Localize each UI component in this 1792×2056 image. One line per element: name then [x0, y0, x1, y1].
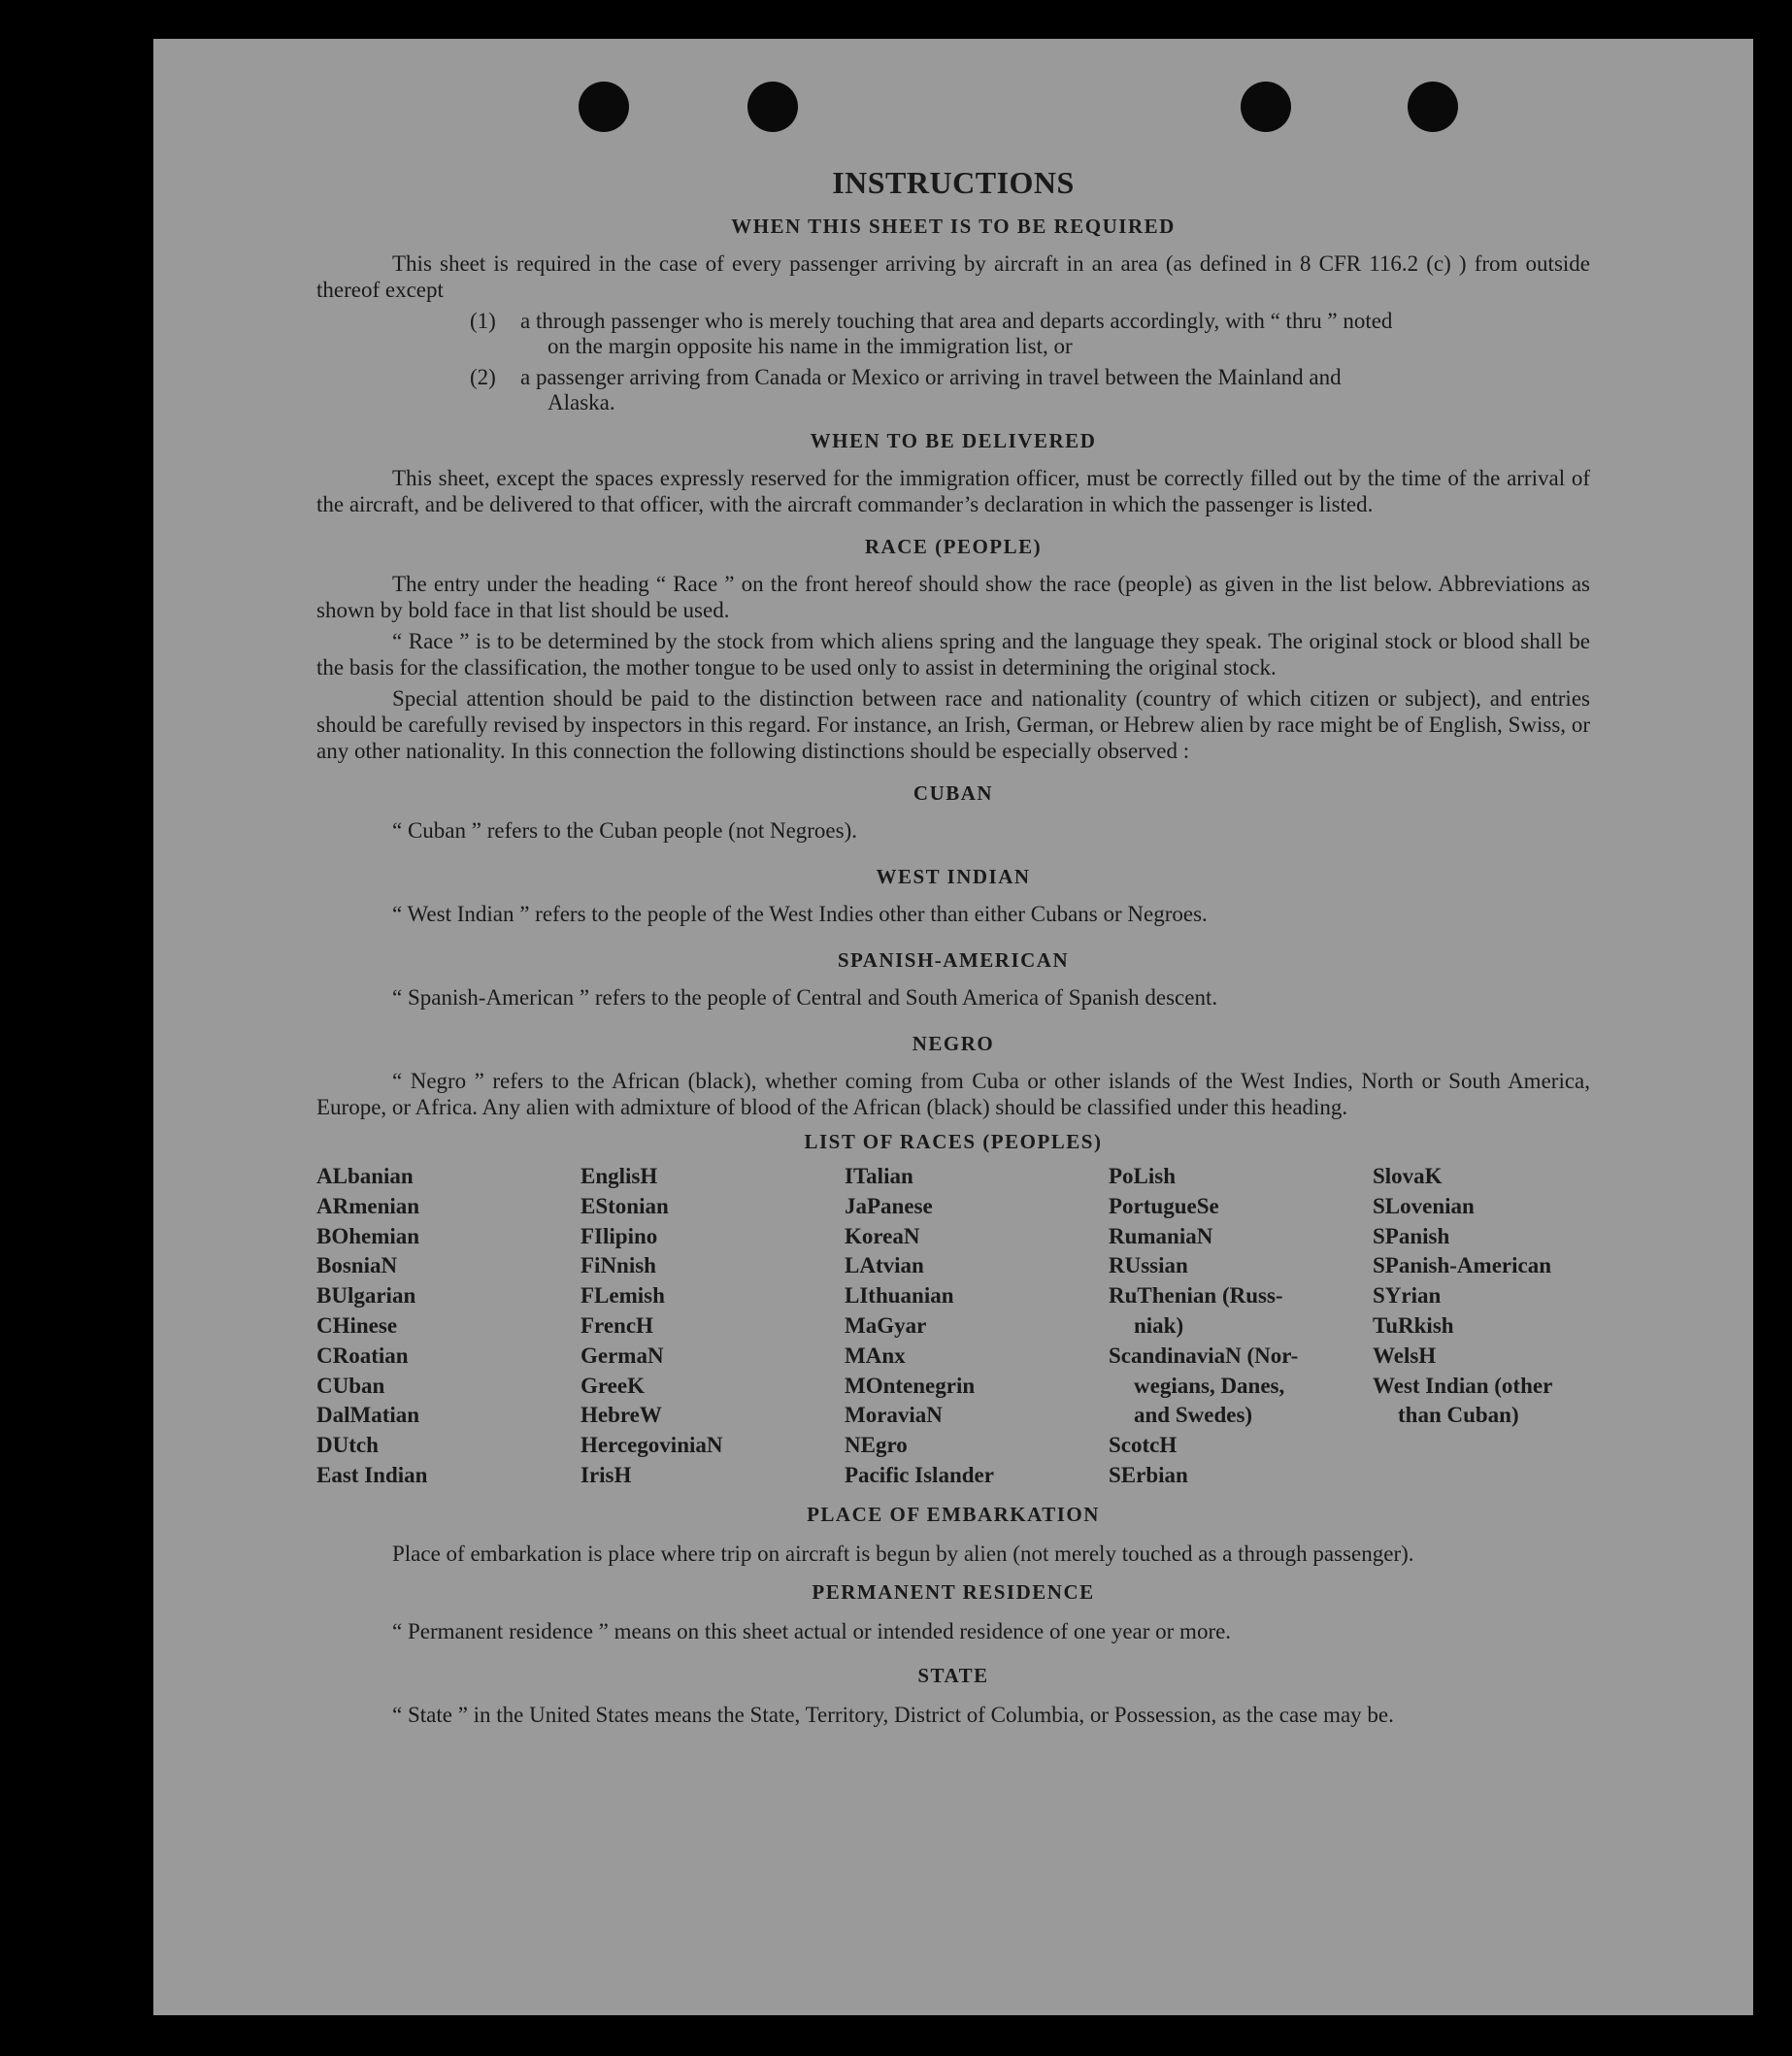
- section-title-delivered: WHEN TO BE DELIVERED: [810, 429, 1097, 452]
- race-entry: TuRkish: [1373, 1312, 1454, 1338]
- section-title-spanish-american: SPANISH-AMERICAN: [837, 948, 1070, 972]
- race-entry: SErbian: [1109, 1462, 1188, 1487]
- race-column: [316, 1162, 581, 1491]
- race-entry: LAtvian: [845, 1253, 924, 1278]
- page-title: INSTRUCTIONS: [832, 165, 1075, 200]
- exception-item: [470, 309, 1590, 359]
- negro-body: “ Negro ” refers to the African (black), whether coming from Cuba or other islands of the West Indies, North or South America, Europe, or Africa. Any alien with admixture of blood of the African (black) should be classified under this heading.: [316, 1069, 1590, 1119]
- race-entry: ALbanian: [316, 1164, 414, 1188]
- race-entry: CHinese: [316, 1312, 398, 1338]
- race-entry: FLemish: [581, 1283, 665, 1309]
- race-entry: GreeK: [581, 1373, 645, 1398]
- race-entry: BUlgarian: [316, 1283, 416, 1309]
- race-entry: HercegoviniaN: [581, 1433, 723, 1458]
- spanish-american-body: “ Spanish-American ” refers to the people of Central and South America of Spanish descent.: [392, 985, 1218, 1010]
- race-column: [845, 1162, 1109, 1491]
- race-entry: RuThenian (Russ-: [1109, 1283, 1283, 1309]
- race-entry: ARmenian: [316, 1193, 420, 1218]
- race-entry: DUtch: [316, 1433, 379, 1458]
- race-entry: RUssian: [1109, 1253, 1188, 1278]
- race-entry: ScotcH: [1109, 1433, 1178, 1458]
- race-column: [581, 1162, 845, 1491]
- race-column: [1109, 1162, 1373, 1491]
- race-entry: FrencH: [581, 1312, 653, 1338]
- race-entry: RumaniaN: [1109, 1223, 1213, 1248]
- exception-number: (1): [470, 309, 496, 333]
- delivered-body: This sheet, except the spaces expressly reserved for the immigration officer, must be correctly filled out by the time of the arrival of the aircraft, and be delivered to that officer, with the aircraft commander’s declaration in which the passenger is listed.: [316, 466, 1590, 516]
- race-entry-cont: niak): [1134, 1312, 1184, 1338]
- exception-text-cont: on the margin opposite his name in the immigration list, or: [548, 334, 1073, 358]
- race-entry: HebreW: [581, 1403, 662, 1428]
- punch-hole: [1241, 82, 1291, 132]
- required-body: This sheet is required in the case of every passenger arriving by aircraft in an area (as defined in 8 CFR 116.2 (c) ) from outside thereof except: [316, 251, 1590, 302]
- race-entry: SPanish-American: [1373, 1253, 1551, 1278]
- document-sheet: [153, 39, 1753, 2015]
- section-title-cuban: CUBAN: [913, 781, 994, 805]
- race-entry: BOhemian: [316, 1223, 420, 1248]
- race-entry: West Indian (other: [1373, 1373, 1553, 1398]
- race-paragraph: The entry under the heading “ Race ” on the front hereof should show the race (people) as given in the list below. Abbreviations as shown by bold face in that list should be used.: [316, 572, 1590, 622]
- race-entry: PortugueSe: [1109, 1193, 1219, 1218]
- race-paragraph: Special attention should be paid to the distinction between race and nationality (country of which citizen or subject), and entries should be carefully revised by inspectors in this regard. For instance, an Irish, German, or Hebrew alien by race might be of English, Swiss, or any other nationality. In this connection the following distinctions should be especially observed :: [316, 686, 1590, 763]
- race-entry: SYrian: [1373, 1283, 1442, 1309]
- race-entry: GermaN: [581, 1343, 664, 1368]
- race-entry: WelsH: [1373, 1343, 1437, 1368]
- race-entry: NEgro: [845, 1433, 908, 1458]
- race-entry: EnglisH: [581, 1164, 658, 1188]
- race-entry: FIlipino: [581, 1223, 658, 1248]
- race-entry: FiNnish: [581, 1253, 656, 1278]
- west-indian-body: “ West Indian ” refers to the people of the West Indies other than either Cubans or Negroes.: [392, 902, 1208, 926]
- section-title-race: RACE (PEOPLE): [864, 535, 1043, 558]
- state-body: “ State ” in the United States means the State, Territory, District of Columbia, or Possession, as the case may be.: [392, 1702, 1394, 1727]
- section-title-residence: PERMANENT RESIDENCE: [812, 1579, 1095, 1604]
- race-entry: SLovenian: [1373, 1193, 1475, 1218]
- race-list: [316, 1162, 1590, 1491]
- race-entry: MaGyar: [845, 1312, 927, 1338]
- race-entry: Pacific Islander: [845, 1462, 994, 1487]
- race-entry-cont: and Swedes): [1134, 1403, 1253, 1428]
- exception-text: a through passenger who is merely touching that area and departs accordingly, with “ thru ” noted: [520, 309, 1393, 333]
- race-entry: BosniaN: [316, 1253, 398, 1278]
- race-entry: IrisH: [581, 1462, 632, 1487]
- residence-body: “ Permanent residence ” means on this sheet actual or intended residence of one year or more.: [392, 1618, 1232, 1643]
- race-entry: SPanish: [1373, 1223, 1450, 1248]
- race-entry: East Indian: [316, 1462, 428, 1487]
- cuban-body: “ Cuban ” refers to the Cuban people (not Negroes).: [392, 818, 858, 843]
- section-title-negro: NEGRO: [912, 1032, 995, 1055]
- exception-item: [470, 365, 1590, 415]
- punch-hole: [747, 82, 798, 132]
- race-entry: MoraviaN: [845, 1403, 943, 1428]
- race-column: [1373, 1162, 1609, 1491]
- punch-hole: [579, 82, 629, 132]
- race-entry: SlovaK: [1373, 1164, 1443, 1188]
- section-title-west-indian: WEST INDIAN: [876, 865, 1031, 888]
- section-title-list: LIST OF RACES (PEOPLES): [804, 1130, 1103, 1153]
- race-entry: MAnx: [845, 1343, 906, 1368]
- race-entry: PoLish: [1109, 1164, 1177, 1188]
- race-entry: ScandinaviaN (Nor-: [1109, 1343, 1299, 1368]
- race-entry: JaPanese: [845, 1193, 933, 1218]
- punch-hole: [1408, 82, 1458, 132]
- race-entry: CUban: [316, 1373, 385, 1398]
- race-entry: CRoatian: [316, 1343, 409, 1368]
- race-paragraph: “ Race ” is to be determined by the stock from which aliens spring and the language they speak. The original stock or blood shall be the basis for the classification, the mother tongue to be used only to assist in determining the original stock.: [316, 629, 1590, 680]
- race-entry: MOntenegrin: [845, 1373, 976, 1398]
- race-entry: ITalian: [845, 1164, 913, 1188]
- instructions-content: [316, 165, 1590, 1730]
- section-title-state: STATE: [917, 1663, 989, 1687]
- exception-text: a passenger arriving from Canada or Mexico or arriving in travel between the Mainland and: [520, 365, 1342, 389]
- section-title-required: WHEN THIS SHEET IS TO BE REQUIRED: [731, 215, 1176, 238]
- race-entry: DalMatian: [316, 1403, 420, 1428]
- exception-number: (2): [470, 365, 496, 389]
- race-entry: KoreaN: [845, 1223, 920, 1248]
- exception-text-cont: Alaska.: [548, 390, 615, 415]
- race-entry-cont: than Cuban): [1398, 1403, 1519, 1428]
- embarkation-body: Place of embarkation is place where trip on aircraft is begun by alien (not merely touched as a through passenger).: [392, 1541, 1414, 1566]
- race-entry: LIthuanian: [845, 1283, 954, 1309]
- race-entry: EStonian: [581, 1193, 669, 1218]
- race-entry-cont: wegians, Danes,: [1134, 1373, 1285, 1398]
- section-title-embarkation: PLACE OF EMBARKATION: [807, 1502, 1100, 1526]
